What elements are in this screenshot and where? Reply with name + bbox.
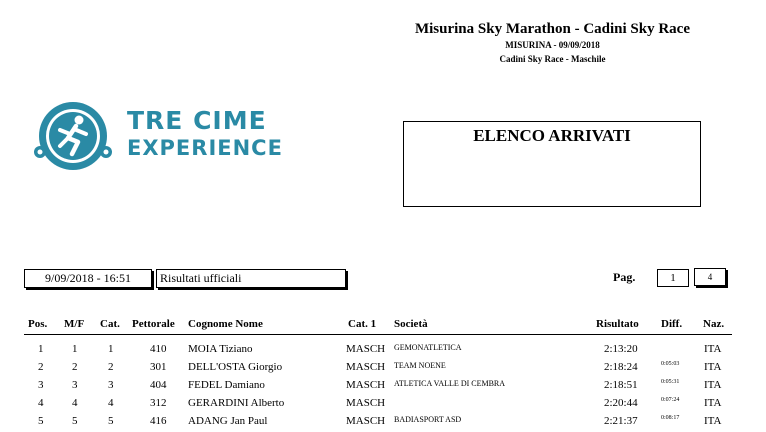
cell-bib: 410 xyxy=(150,343,167,355)
cell-nat: ITA xyxy=(704,361,722,373)
cell-club: BADIASPORT ASD xyxy=(394,415,462,424)
cell-bib: 416 xyxy=(150,415,167,427)
cell-mf: 1 xyxy=(72,343,78,355)
cell-cat1: MASCH xyxy=(346,379,386,391)
tre-cime-logo xyxy=(32,96,302,176)
col-name: Cognome Nome xyxy=(188,318,263,330)
cell-name: MOIA Tiziano xyxy=(188,343,253,355)
cell-pos: 1 xyxy=(38,343,44,355)
cell-name: GERARDINI Alberto xyxy=(188,397,285,409)
cell-bib: 312 xyxy=(150,397,167,409)
cell-pos: 3 xyxy=(38,379,44,391)
table-row xyxy=(0,414,766,432)
cell-bib: 301 xyxy=(150,361,167,373)
col-club: Società xyxy=(394,318,428,330)
cell-mf: 3 xyxy=(72,379,78,391)
cell-cat: 4 xyxy=(108,397,114,409)
report-title-box xyxy=(403,121,701,207)
cell-bib: 404 xyxy=(150,379,167,391)
header-divider xyxy=(24,334,732,335)
cell-cat: 2 xyxy=(108,361,114,373)
cell-nat: ITA xyxy=(704,397,722,409)
cell-name: ADANG Jan Paul xyxy=(188,415,268,427)
cell-nat: ITA xyxy=(704,415,722,427)
cell-mf: 5 xyxy=(72,415,78,427)
logo-line1: TRE CIME xyxy=(127,106,267,135)
report-title: ELENCO ARRIVATI xyxy=(473,126,631,145)
cell-mf: 2 xyxy=(72,361,78,373)
table-row xyxy=(0,342,766,360)
cell-name: DELL'OSTA Giorgio xyxy=(188,361,283,373)
page-current: 1 xyxy=(657,269,689,287)
col-result: Risultato xyxy=(596,318,639,330)
cell-cat1: MASCH xyxy=(346,343,386,355)
cell-pos: 4 xyxy=(38,397,44,409)
col-cat1: Cat. 1 xyxy=(348,318,377,330)
cell-cat1: MASCH xyxy=(346,361,386,373)
status-box: Risultati ufficiali xyxy=(156,269,346,288)
cell-club: TEAM NOENE xyxy=(394,361,446,370)
table-row xyxy=(0,360,766,378)
table-row xyxy=(0,378,766,396)
cell-cat1: MASCH xyxy=(346,415,386,427)
cell-cat: 3 xyxy=(108,379,114,391)
page-total: 4 xyxy=(694,268,726,286)
cell-pos: 2 xyxy=(38,361,44,373)
col-bib: Pettorale xyxy=(132,318,175,330)
cell-diff: 0:08:17 xyxy=(661,415,680,421)
cell-name: FEDEL Damiano xyxy=(188,379,265,391)
runner-emblem-icon xyxy=(32,96,116,176)
cell-cat: 5 xyxy=(108,415,114,427)
cell-cat: 1 xyxy=(108,343,114,355)
cell-result: 2:18:24 xyxy=(604,361,638,373)
cell-result: 2:18:51 xyxy=(604,379,638,391)
cell-result: 2:21:37 xyxy=(604,415,638,427)
cell-nat: ITA xyxy=(704,379,722,391)
col-nat: Naz. xyxy=(703,318,725,330)
col-pos: Pos. xyxy=(28,318,48,330)
race-category: Cadini Sky Race - Maschile xyxy=(499,54,606,64)
col-cat: Cat. xyxy=(100,318,120,330)
event-header xyxy=(400,20,705,66)
cell-nat: ITA xyxy=(704,343,722,355)
col-diff: Diff. xyxy=(661,318,683,330)
cell-club: ATLETICA VALLE DI CEMBRA xyxy=(394,379,506,388)
cell-diff: 0:05:03 xyxy=(661,361,680,367)
cell-result: 2:20:44 xyxy=(604,397,638,409)
table-row xyxy=(0,396,766,414)
logo-line2: EXPERIENCE xyxy=(127,136,283,160)
page-label: Pag. xyxy=(613,270,636,284)
cell-club: GEMONATLETICA xyxy=(394,343,462,352)
event-location-date: MISURINA - 09/09/2018 xyxy=(505,40,600,50)
event-title: Misurina Sky Marathon - Cadini Sky Race xyxy=(414,21,691,37)
cell-result: 2:13:20 xyxy=(604,343,638,355)
cell-mf: 4 xyxy=(72,397,78,409)
cell-cat1: MASCH xyxy=(346,397,386,409)
cell-diff: 0:05:31 xyxy=(661,379,680,385)
col-mf: M/F xyxy=(64,318,85,330)
cell-diff: 0:07:24 xyxy=(661,397,680,403)
datetime-box: 9/09/2018 - 16:51 xyxy=(24,269,152,288)
cell-pos: 5 xyxy=(38,415,44,427)
